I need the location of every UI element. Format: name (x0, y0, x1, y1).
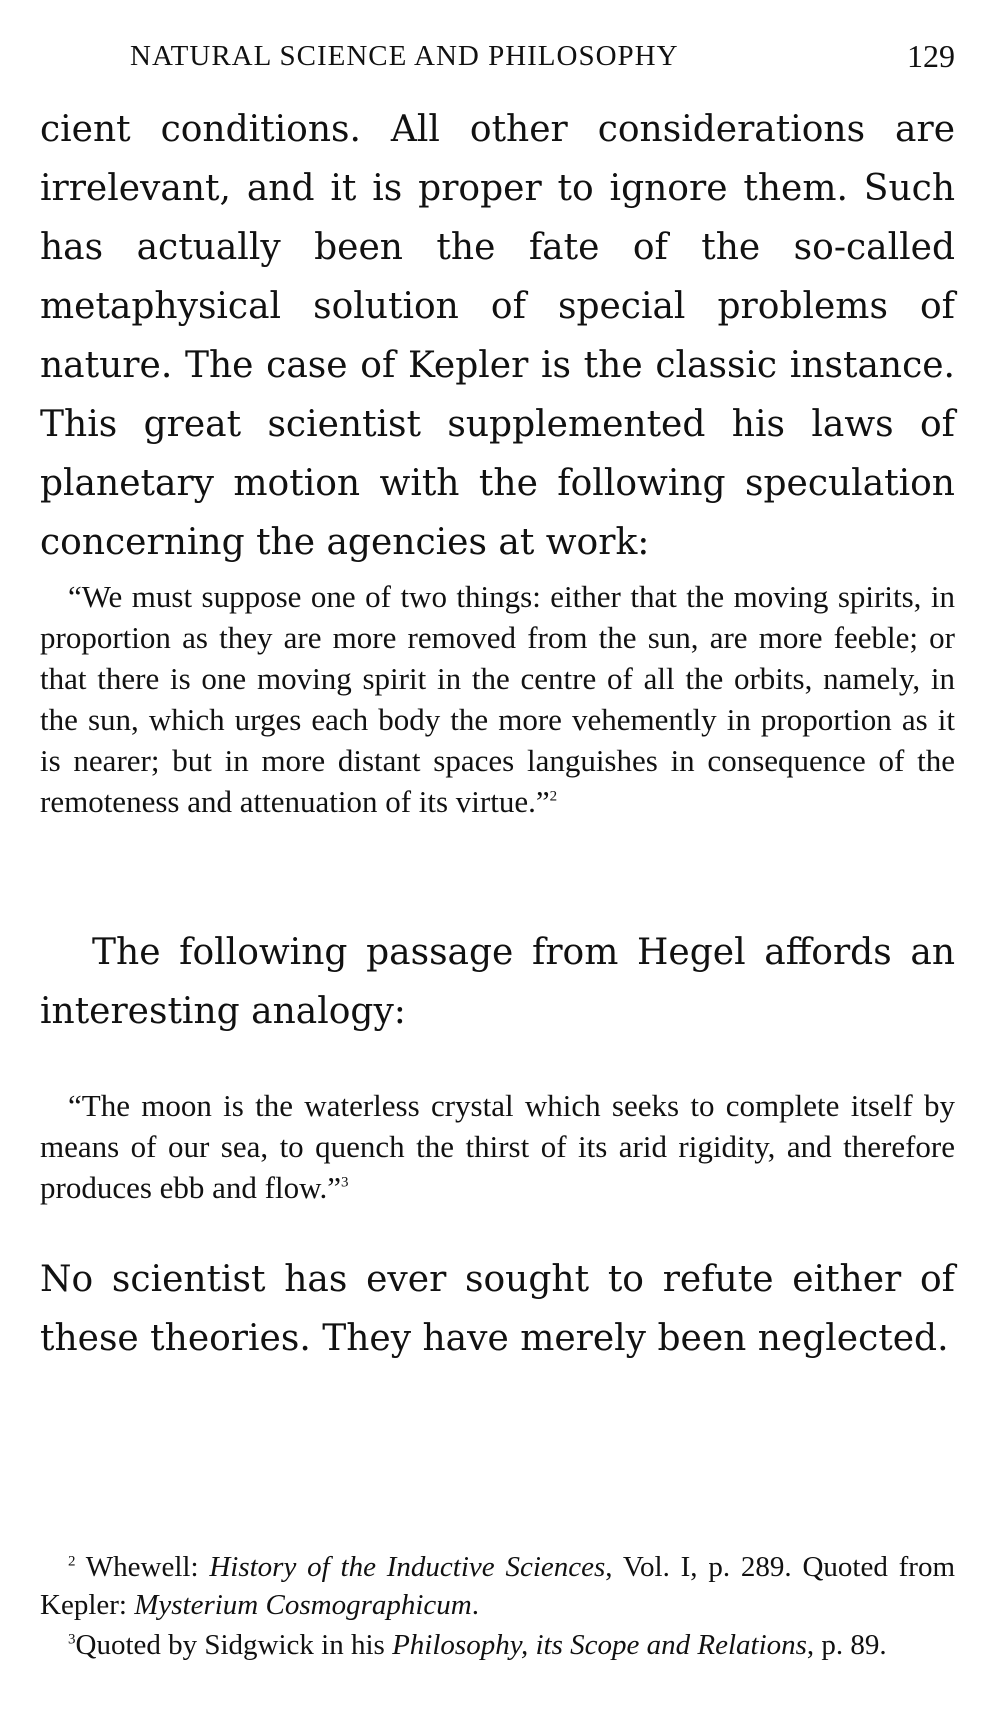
running-title: NATURAL SCIENCE AND PHILOSOPHY (130, 40, 679, 72)
footnote-text: Whewell: (85, 1551, 210, 1583)
paragraph-hegel-intro: The following passage from Hegel affords an interesting analogy: (40, 932, 955, 1032)
paragraph-kepler-intro: cient conditions. All other considerations are irrelevant, and it is proper to ignore them. Such has actually been the fate of the so-called metaphysical solution of special problems of nature. The case of Kepler is the classic instance. This great scientist supplemented his laws of planetary motion with the following speculation concerning the agencies at work: (40, 109, 955, 563)
paragraph-conclusion: No scientist has ever sought to refute either of these theories. They have merely been neglected. (40, 1259, 955, 1359)
footnote-mark: 2 (68, 1553, 76, 1570)
footnote-mark: 3 (68, 1631, 76, 1648)
footnote-title: Philosophy, its Scope and Relations (392, 1629, 807, 1661)
hegel-quote (40, 1085, 955, 1208)
footnote-title: Mysterium Cosmographicum (134, 1589, 472, 1621)
footnote-text: . (471, 1589, 479, 1621)
kepler-quote-text: “We must suppose one of two things: either that the moving spirits, in proportion as they are more removed from the sun, are more feeble; or that there is one moving spirit in the centre of all the orbits, namely, in the sun, which urges each body the more vehemently in proportion as it is nearer; but in more distant spaces languishes in consequence of the remoteness and attenuation of its virtue.” (40, 579, 955, 819)
footnote-2 (40, 1548, 955, 1624)
kepler-quote (40, 576, 955, 822)
book-page (40, 30, 955, 1710)
footnote-text: , Vol. I, p. 289. Quoted from Kepler: (40, 1551, 956, 1621)
footnote-text: , p. 89. (806, 1629, 887, 1661)
page-number: 129 (907, 38, 955, 74)
footnote-ref-3: 3 (341, 1174, 349, 1191)
running-head (40, 36, 955, 80)
hegel-quote-text: “The moon is the waterless crystal which seeks to complete itself by means of our sea, to quench the thirst of its arid rigidity, and therefore produces ebb and flow.” (40, 1088, 955, 1205)
footnote-3 (40, 1626, 955, 1664)
footnotes (40, 1548, 955, 1666)
footnote-text: Quoted by Sidgwick in his (75, 1629, 393, 1661)
footnote-title: History of the Inductive Sciences (209, 1551, 606, 1583)
footnote-ref-2: 2 (549, 788, 558, 805)
